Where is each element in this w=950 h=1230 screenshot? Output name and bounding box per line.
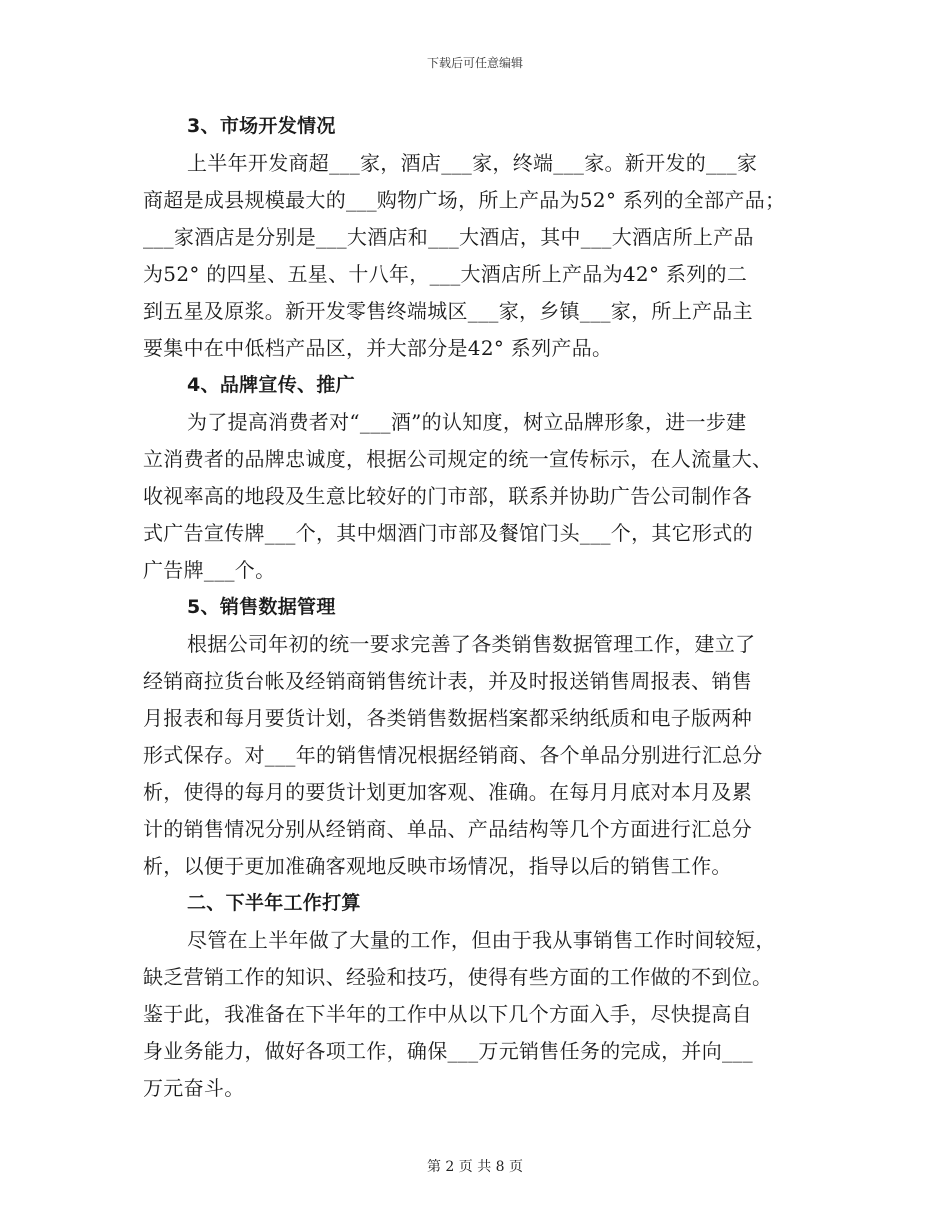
paragraph-line: 缺乏营销工作的知识、经验和技巧，使得有些方面的工作做的不到位。 [143, 965, 773, 989]
section-heading: 5、销售数据管理 [187, 596, 336, 618]
paragraph-line: 收视率高的地段及生意比较好的门市部，联系并协助广告公司制作各 [143, 484, 752, 508]
paragraph-line: 尽管在上半年做了大量的工作，但由于我从事销售工作时间较短， [187, 928, 776, 952]
paragraph-line: 月报表和每月要货计划，各类销售数据档案都采纳纸质和电子版两种 [143, 706, 752, 730]
paragraph-line: 商超是成县规模最大的___购物广场，所上产品为52° 系列的全部产品； [143, 188, 786, 212]
page-header: 下载后可任意编辑 [426, 56, 523, 70]
paragraph-line: 到五星及原浆。新开发零售终端城区___家，乡镇___家，所上产品主 [143, 299, 753, 323]
paragraph-line: 为了提高消费者对“___酒”的认知度，树立品牌形象，进一步建 [187, 410, 747, 434]
paragraph-line: ___家酒店是分别是___大酒店和___大酒店，其中___大酒店所上产品 [143, 225, 754, 249]
paragraph-line: 鉴于此，我准备在下半年的工作中从以下几个方面入手，尽快提高自 [143, 1002, 752, 1026]
document-body [143, 108, 808, 1107]
paragraph-line: 身业务能力，做好各项工作，确保___万元销售任务的完成，并向___ [143, 1039, 753, 1063]
paragraph-line: 析，使得的每月的要货计划更加客观、准确。在每月月底对本月及累 [143, 780, 752, 804]
paragraph-line: 要集中在中低档产品区，并大部分是42° 系列产品。 [143, 336, 613, 360]
page-footer: 第 2 页 共 8 页 [426, 1159, 524, 1175]
paragraph-line: 上半年开发商超___家，酒店___家，终端___家。新开发的___家 [187, 151, 758, 175]
section-heading: 4、品牌宣传、推广 [187, 374, 355, 396]
section-heading: 二、下半年工作打算 [187, 892, 361, 914]
paragraph-line: 计的销售情况分别从经销商、单品、产品结构等几个方面进行汇总分 [143, 817, 752, 841]
paragraph-line: 万元奋斗。 [143, 1076, 245, 1100]
paragraph-line: 根据公司年初的统一要求完善了各类销售数据管理工作，建立了 [187, 632, 756, 656]
section-heading: 3、市场开发情况 [187, 115, 336, 137]
paragraph-line: 经销商拉货台帐及经销商销售统计表，并及时报送销售周报表、销售 [143, 669, 752, 693]
paragraph-line: 广告牌___个。 [143, 558, 276, 582]
paragraph-line: 形式保存。对___年的销售情况根据经销商、各个单品分别进行汇总分 [143, 743, 763, 767]
paragraph-line: 立消费者的品牌忠诚度，根据公司规定的统一宣传标示，在人流量大、 [143, 447, 773, 471]
paragraph-line: 析，以便于更加准确客观地反映市场情况，指导以后的销售工作。 [143, 854, 732, 878]
paragraph-line: 式广告宣传牌___个，其中烟酒门市部及餐馆门头___个，其它形式的 [143, 521, 753, 545]
paragraph-line: 为52° 的四星、五星、十八年，___大酒店所上产品为42° 系列的二 [143, 262, 748, 286]
